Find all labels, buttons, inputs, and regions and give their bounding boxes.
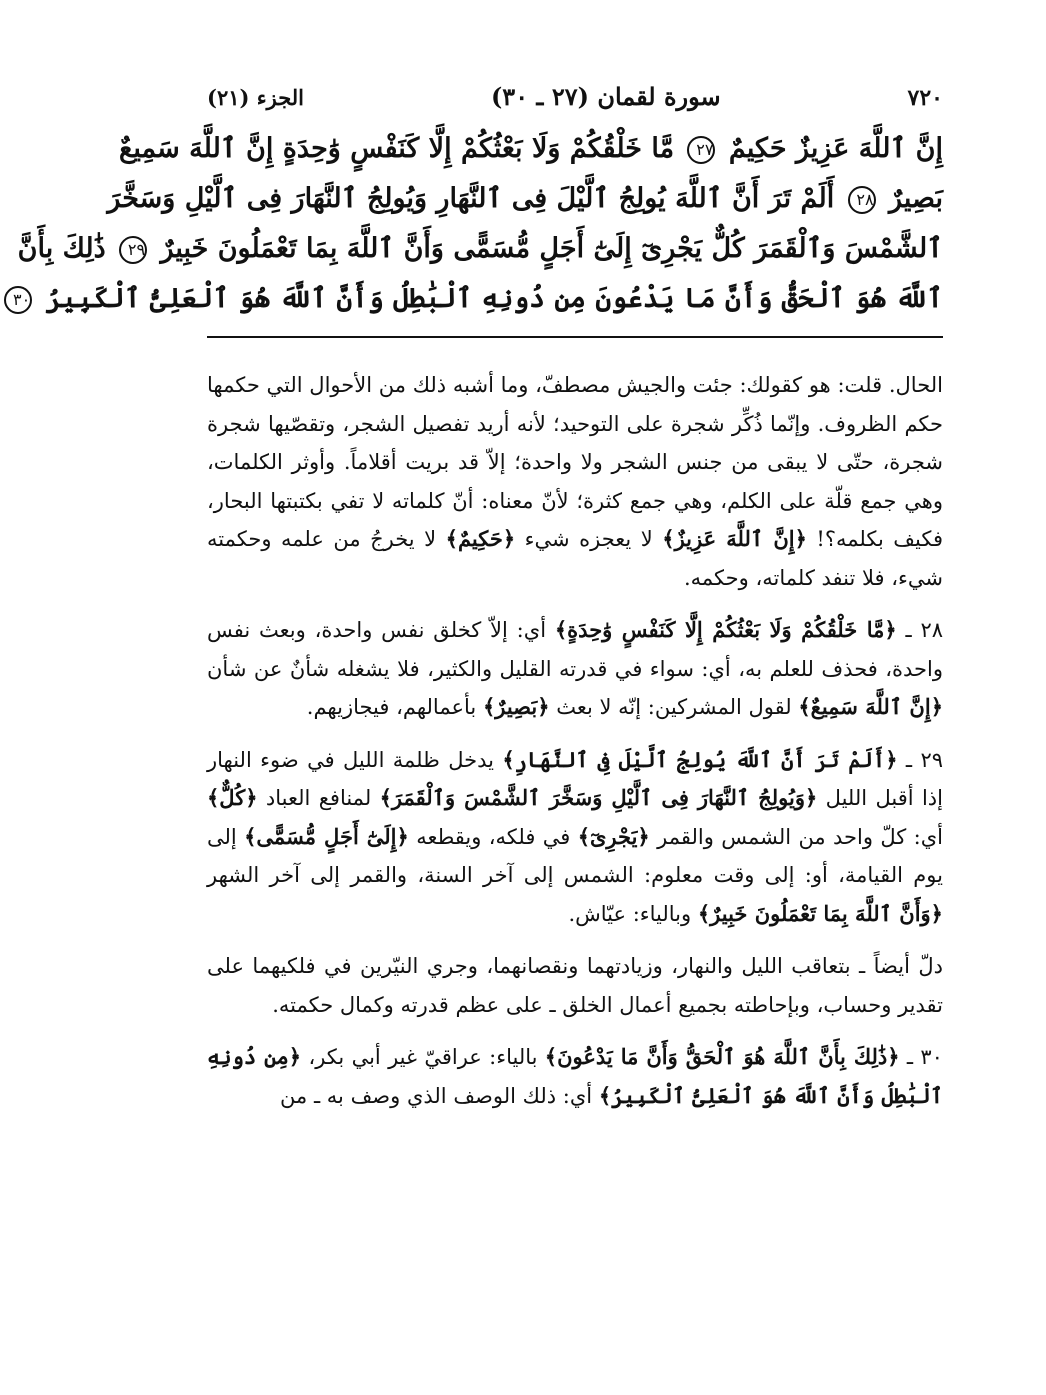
commentary-text: لا يخرجُ من علمه وحكمته شيء، فلا تنفد كلماته، وحكمه. <box>207 527 943 590</box>
commentary-text: لقول المشركين: إنّه لا بعث <box>556 695 792 719</box>
quran-quote: ﴿حَكِيمٌ﴾ <box>445 526 516 551</box>
ayah-number-marker: ٢٩ <box>119 236 147 264</box>
quran-line <box>119 124 943 174</box>
commentary-text: أي: ذلك الوصف الذي وصف به ـ من <box>280 1083 593 1108</box>
surah-title: سورة لقمان (٢٧ ـ ٣٠) <box>490 82 721 111</box>
quran-line <box>17 224 943 274</box>
quran-quote: ﴿بَصِيرٌ﴾ <box>482 694 550 719</box>
quran-text-block <box>13 122 943 328</box>
commentary-text: بأعمالهم، فيجازيهم. <box>306 695 477 719</box>
verse-number: ٢٩ ـ <box>905 747 943 772</box>
quran-quote: ﴿وَأَنَّ ٱللَّهَ بِمَا تَعْمَلُونَ خَبِيرٌ﴾ <box>697 900 943 926</box>
quran-segment: ٱلشَّمْسَ وَٱلْقَمَرَ كُلٌّ يَجْرِىٓ إِلَىٰٓ أَجَلٍ مُّسَمًّى وَأَنَّ ٱللَّهَ بِمَا تَعْمَلُونَ خَبِيرٌ <box>160 233 943 264</box>
quran-quote: ﴿مَّا خَلْقُكُمْ وَلَا بَعْثُكُمْ إِلَّا كَنَفْسٍ وَٰحِدَةٍ﴾ <box>554 617 897 642</box>
quran-quote: ﴿كُلٌّ﴾ <box>207 785 258 810</box>
ayah-number-marker: ٣٠ <box>4 286 32 314</box>
quran-quote: ﴿يَجْرِىٓ﴾ <box>577 823 650 849</box>
book-page <box>13 82 944 1129</box>
quran-segment: ذَٰلِكَ بِأَنَّ <box>17 233 106 264</box>
ayah-number-marker: ٢٨ <box>848 186 876 214</box>
verse-number: ٢٨ ـ <box>905 618 944 642</box>
quran-segment: ٱللَّهَ هُوَ ٱلْحَقُّ وَأَنَّ مَا يَدْعُونَ مِن دُونِهِ ٱلْبَٰطِلُ وَأَنَّ ٱللَّهَ هُوَ ٱلْعَلِىُّ ٱلْكَبِيرُ <box>45 283 943 314</box>
commentary-paragraph <box>207 741 943 934</box>
commentary-text: في فلكه، ويقطعه <box>416 824 571 849</box>
juz-label: الجزء (٢١) <box>207 85 305 110</box>
quran-line <box>107 174 943 224</box>
commentary-text: لمنافع العباد <box>265 786 372 810</box>
commentary-text: لا يعجزه شيء <box>524 527 653 551</box>
quran-line <box>13 274 943 324</box>
quran-quote: ﴿مِن دُونِهِ ٱلْبَٰطِلُ وَأَنَّ ٱللَّهَ هُوَ ٱلْعَلِىُّ ٱلْكَبِيرُ﴾ <box>207 1044 943 1108</box>
page-number: ٧٢٠ <box>907 85 943 111</box>
quran-quote: ﴿وَيُولِجُ ٱلنَّهَارَ فِى ٱلَّيْلِ وَسَخَّرَ ٱلشَّمْسَ وَٱلْقَمَرَ﴾ <box>379 785 818 810</box>
quran-segment: مَّا خَلْقُكُمْ وَلَا بَعْثُكُمْ إِلَّا كَنَفْسٍ وَٰحِدَةٍ إِنَّ ٱللَّهَ سَمِيعٌ <box>119 133 675 164</box>
commentary-text: بالياء: عراقيّ غير أبي بكر، <box>308 1045 538 1069</box>
verse-number: ٣٠ ـ <box>906 1045 943 1069</box>
commentary-text: دلّ أيضاً ـ بتعاقب الليل والنهار، وزيادتهما ونقصانهما، وجري النيّرين في فلكيهما على تقدير وحساب، وبإحاطته بجميع أعمال الخلق ـ على عظم قدرته وكمال حكمته. <box>207 954 943 1017</box>
commentary-text: يدخل ظلمة الليل في ضوء النهار إذا أقبل الليل <box>207 747 943 810</box>
commentary-paragraph <box>207 947 943 1024</box>
commentary-text: إلى يوم القيامة، أو: إلى وقت معلوم: الشمس إلى آخر السنة، والقمر إلى آخر الشهر <box>207 824 943 887</box>
quran-segment: أَلَمْ تَرَ أَنَّ ٱللَّهَ يُولِجُ ٱلَّيْلَ فِى ٱلنَّهَارِ وَيُولِجُ ٱلنَّهَارَ فِى ٱلَّيْلِ وَسَخَّرَ <box>107 183 835 214</box>
commentary-text: أي: إلاّ كخلق نفس واحدة، وبعث نفس واحدة، فحذف للعلم به، أي: سواء في قدرته القليل والكثير، فلا يشغله شأنٌ عن شأن <box>207 618 943 681</box>
commentary-paragraph <box>207 611 943 727</box>
commentary-paragraph <box>207 366 943 597</box>
running-head <box>207 82 943 122</box>
commentary-paragraph <box>207 1038 943 1115</box>
commentary-text: وبالياء: عيّاش. <box>568 901 692 926</box>
quran-quote: ﴿إِنَّ ٱللَّهَ عَزِيزٌ﴾ <box>662 526 807 551</box>
quran-quote: ﴿إِنَّ ٱللَّهَ سَمِيعٌ﴾ <box>798 694 943 719</box>
ayah-number-marker: ٢٧ <box>687 136 715 164</box>
commentary-text: الحال. قلت: هو كقولك: جئت والجيش مصطفّ، وما أشبه ذلك من الأحوال التي حكمها حكم الظروف. وإنّما ذُكِّر شجرة على التوحيد؛ لأنه أريد تفصيل الشجر، وتقصّيها شجرة شجرة، حتّى لا يبقى من جنس الشجر ولا واحدة؛ إلاّ قد بريت أقلاماً. وأوثر الكلمات، وهي جمع قلّة على الكلم، وهي جمع كثرة؛ لأنّ معناه: أنّ كلماته لا تفي بكتبتها البحار، فكيف بكلمه؟! <box>207 373 944 551</box>
quran-quote: ﴿ذَٰلِكَ بِأَنَّ ٱللَّهَ هُوَ ٱلْحَقُّ وَأَنَّ مَا يَدْعُونَ﴾ <box>544 1044 900 1069</box>
commentary-block <box>207 366 943 1115</box>
quran-quote: ﴿أَلَمْ تَرَ أَنَّ ٱللَّهَ يُولِجُ ٱلَّيْلَ فِى ٱلنَّهَارِ﴾ <box>502 746 898 772</box>
commentary-text: أي: كلّ واحد من الشمس والقمر <box>657 824 943 849</box>
divider-line <box>207 336 943 338</box>
quran-quote: ﴿إِلَىٰٓ أَجَلٍ مُّسَمًّى﴾ <box>244 823 409 849</box>
quran-segment: إِنَّ ٱللَّهَ عَزِيزٌ حَكِيمٌ <box>728 133 943 164</box>
quran-segment: بَصِيرٌ <box>889 183 943 214</box>
